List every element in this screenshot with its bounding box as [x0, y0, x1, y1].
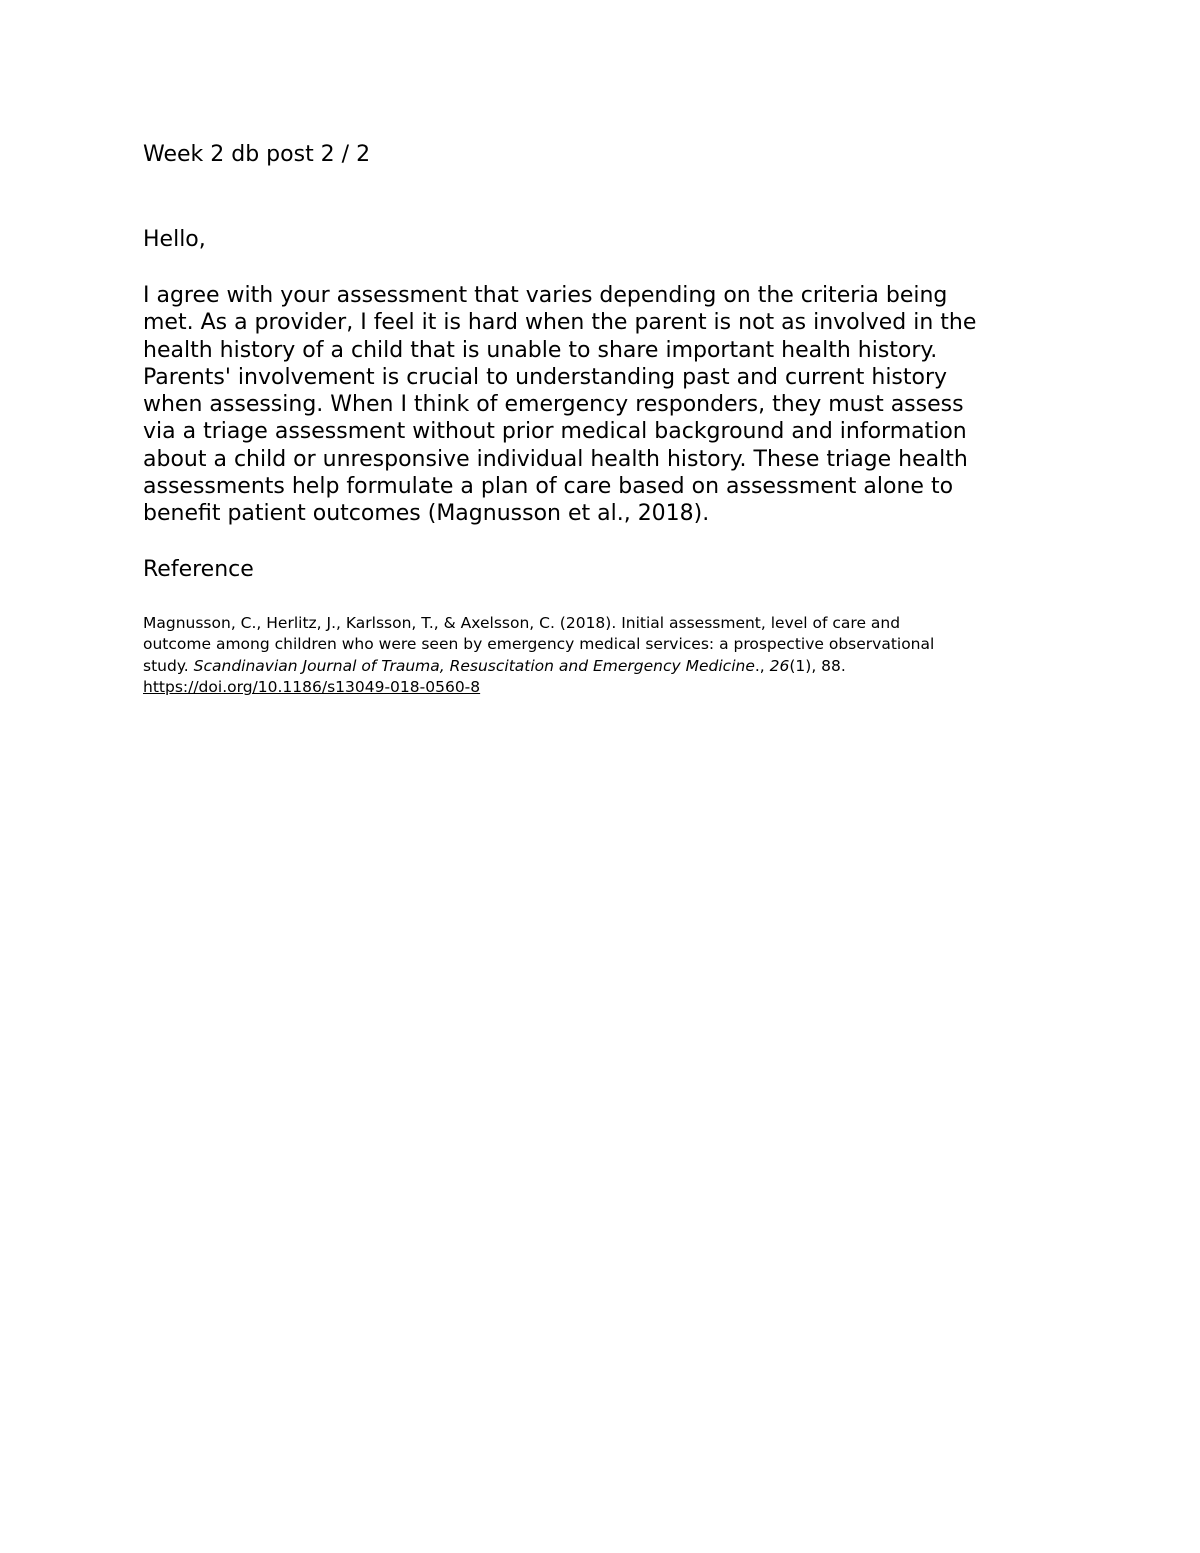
- greeting: Hello,: [143, 227, 206, 252]
- body-line: Parents' involvement is crucial to understanding past and current history: [143, 364, 948, 390]
- body-line: when assessing. When I think of emergency responders, they must assess: [143, 392, 964, 418]
- body-line: assessments help formulate a plan of care based on assessment alone to: [143, 474, 954, 500]
- journal-volume: 26: [769, 656, 790, 675]
- body-line: met. As a provider, I feel it is hard when the parent is not as involved in the: [143, 310, 977, 336]
- reference-line: outcome among children who were seen by emergency medical services: a prospective observational: [143, 635, 935, 654]
- body-line: I agree with your assessment that varies depending on the criteria being: [143, 283, 948, 308]
- journal-title: Scandinavian Journal of Trauma, Resuscitation and Emergency Medicine: [193, 656, 755, 675]
- reference-line: [143, 656, 1063, 677]
- journal-punctuation: .,: [754, 656, 770, 675]
- reference-line: [143, 677, 1063, 698]
- document-title: Week 2 db post 2 / 2: [143, 142, 371, 167]
- body-paragraph: [143, 282, 1043, 528]
- journal-issue-pages: (1), 88.: [789, 656, 846, 675]
- doi-link[interactable]: https://doi.org/10.1186/s13049-018-0560-8: [143, 677, 481, 696]
- body-line: via a triage assessment without prior medical background and information: [143, 419, 967, 445]
- reference-heading: Reference: [143, 557, 254, 582]
- reference-entry: [143, 613, 1063, 698]
- reference-prefix: study.: [143, 656, 194, 675]
- body-line: benefit patient outcomes (Magnusson et al., 2018).: [143, 501, 710, 527]
- body-line: health history of a child that is unable to share important health history.: [143, 337, 938, 363]
- body-line: about a child or unresponsive individual health history. These triage health: [143, 446, 968, 472]
- reference-line: Magnusson, C., Herlitz, J., Karlsson, T., & Axelsson, C. (2018). Initial assessment, level of care and: [143, 614, 901, 632]
